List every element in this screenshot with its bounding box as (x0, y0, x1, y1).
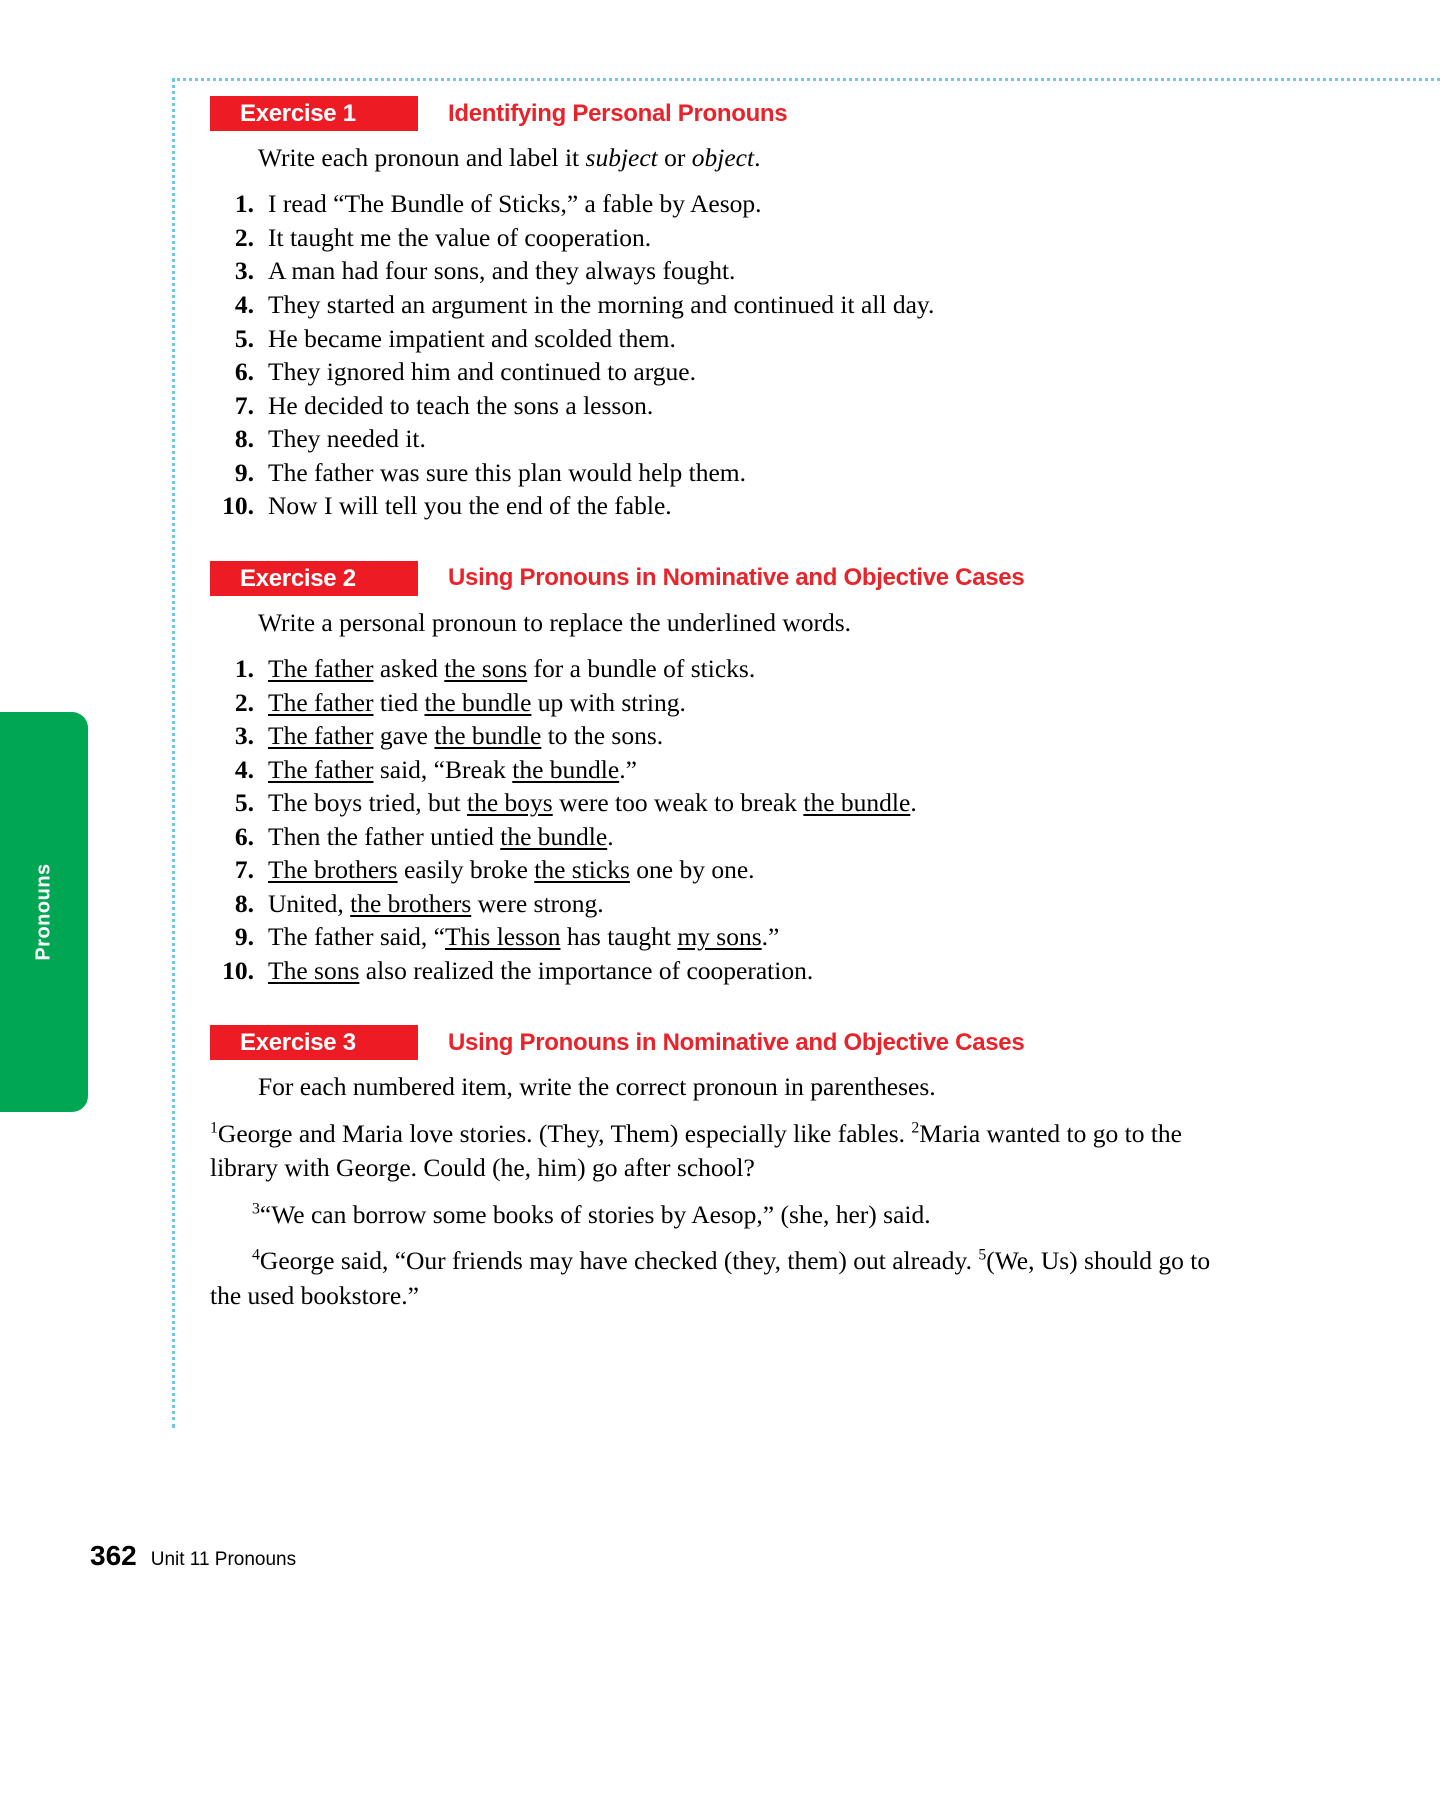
plain-phrase: to the sons. (541, 721, 664, 751)
plain-phrase: gave (373, 721, 435, 751)
list-item-number: 3. (234, 721, 254, 751)
list-item-number: 6. (234, 357, 254, 387)
plain-phrase: for a bundle of sticks. (527, 654, 756, 684)
exercise-1-list (210, 187, 1220, 522)
sentence-number-superscript: 5 (978, 1246, 987, 1264)
list-item (210, 786, 1220, 820)
passage-paragraph (210, 1198, 1220, 1232)
plain-phrase: also realized the importance of cooperation. (359, 955, 814, 985)
list-item-number: 10. (222, 955, 254, 985)
list-item-text (268, 889, 604, 918)
directions-text-1: Write each pronoun and label it (258, 143, 586, 172)
sentence-number-superscript: 4 (252, 1246, 260, 1264)
list-item (210, 489, 1220, 523)
list-item (210, 456, 1220, 490)
underlined-phrase: The father (268, 654, 374, 684)
list-item-text: He decided to teach the sons a lesson. (268, 390, 654, 420)
underlined-phrase: the sticks (534, 855, 630, 885)
list-item-text (268, 956, 813, 985)
list-item-number: 3. (234, 256, 254, 286)
sentence-number-superscript: 1 (210, 1119, 218, 1137)
top-dotted-rule (172, 78, 1440, 81)
content-column (210, 96, 1220, 1313)
directions-emphasis-object: object (691, 143, 755, 172)
list-item-number: 5. (234, 323, 254, 353)
list-item-number: 7. (234, 390, 254, 420)
plain-phrase: up with string. (531, 687, 686, 717)
list-item-number: 2. (234, 687, 254, 717)
exercise-2-header (210, 561, 1220, 596)
exercise-3-chip: Exercise 3 (210, 1025, 418, 1060)
list-item-number: 4. (234, 290, 254, 320)
list-item-number: 4. (234, 754, 254, 784)
side-tab-pronouns (0, 712, 88, 1112)
list-item (210, 355, 1220, 389)
exercise-2-chip: Exercise 2 (210, 561, 418, 596)
list-item-text (268, 788, 917, 817)
underlined-phrase: the brothers (350, 888, 472, 918)
unit-label: Unit 11 Pronouns (150, 1549, 297, 1570)
plain-phrase: has taught (560, 922, 678, 952)
exercise-3-passage (210, 1117, 1220, 1313)
exercise-2-list (210, 652, 1220, 987)
list-item (210, 254, 1220, 288)
list-item-text (268, 922, 779, 951)
list-item-text: The father was sure this plan would help them. (268, 457, 747, 487)
underlined-phrase: The father (268, 687, 374, 717)
list-item-text: Now I will tell you the end of the fable. (268, 491, 672, 521)
directions-text-3: . (754, 143, 761, 172)
underlined-phrase: the sons (444, 654, 528, 684)
passage-paragraph (210, 1117, 1220, 1186)
sentence-text: George said, “Our friends may have checked (they, them) out already. (259, 1246, 979, 1276)
plain-phrase: . (910, 788, 917, 818)
underlined-phrase: the bundle (803, 788, 911, 818)
list-item-text (268, 721, 663, 750)
sentence-text: Maria wanted to go to the library with George. Could (he, him) go after school? (210, 1118, 1183, 1183)
list-item-number: 9. (234, 457, 254, 487)
list-item (210, 288, 1220, 322)
list-item-text: It taught me the value of cooperation. (268, 222, 652, 252)
exercise-1-directions (258, 141, 1220, 175)
list-item (210, 686, 1220, 720)
list-item-text (268, 654, 755, 683)
list-item-number: 6. (234, 821, 254, 851)
list-item-number: 8. (234, 424, 254, 454)
plain-phrase: . (607, 821, 614, 851)
underlined-phrase: The sons (268, 955, 360, 985)
list-item-text (268, 755, 637, 784)
underlined-phrase: The brothers (268, 855, 398, 885)
underlined-phrase: the boys (467, 788, 553, 818)
page-number: 362 (90, 1540, 137, 1571)
plain-phrase: .” (761, 922, 780, 952)
underlined-phrase: the bundle (512, 754, 620, 784)
plain-phrase: The father said, “ (268, 922, 445, 952)
plain-phrase: tied (373, 687, 425, 717)
sentence-text: (We, Us) should go to the used bookstore.” (210, 1246, 1211, 1310)
underlined-phrase: the bundle (500, 821, 608, 851)
exercise-3-header (210, 1025, 1220, 1060)
list-item (210, 652, 1220, 686)
list-item-number: 2. (234, 222, 254, 252)
underlined-phrase: The father (268, 754, 374, 784)
list-item-number: 8. (234, 888, 254, 918)
list-item-text: I read “The Bundle of Sticks,” a fable by Aesop. (268, 189, 762, 219)
list-item-number: 7. (234, 855, 254, 885)
list-item (210, 389, 1220, 423)
list-item (210, 322, 1220, 356)
underlined-phrase: the bundle (434, 721, 542, 751)
exercise-2-directions: Write a personal pronoun to replace the underlined words. (258, 607, 852, 637)
plain-phrase: said, “Break (373, 754, 513, 784)
list-item (210, 753, 1220, 787)
plain-phrase: The boys tried, but (268, 788, 468, 818)
sentence-number-superscript: 3 (252, 1200, 260, 1218)
left-dotted-rule (172, 78, 175, 1428)
list-item-text: They needed it. (268, 424, 426, 454)
plain-phrase: one by one. (629, 855, 755, 885)
plain-phrase: United, (268, 888, 351, 918)
exercise-1-header (210, 96, 1220, 131)
list-item-text: They ignored him and continued to argue. (268, 357, 696, 387)
exercise-3-title: Using Pronouns in Nominative and Objective Cases (448, 1028, 1025, 1056)
exercise-2-title: Using Pronouns in Nominative and Objective Cases (448, 564, 1025, 592)
list-item (210, 920, 1220, 954)
side-tab-label: Pronouns (32, 863, 55, 961)
list-item (210, 954, 1220, 988)
underlined-phrase: my sons (677, 922, 762, 952)
list-item-text: A man had four sons, and they always fought. (268, 256, 736, 286)
passage-paragraph (210, 1244, 1220, 1313)
list-item (210, 887, 1220, 921)
list-item-number: 5. (234, 788, 254, 818)
list-item (210, 187, 1220, 221)
list-item-number: 1. (234, 654, 254, 684)
exercise-3-directions: For each numbered item, write the correct pronoun in parentheses. (258, 1072, 936, 1102)
list-item-text (268, 855, 755, 884)
list-item (210, 221, 1220, 255)
sentence-number-superscript: 2 (911, 1119, 920, 1137)
list-item (210, 820, 1220, 854)
sentence-text: George and Maria love stories. (They, Them) especially like fables. (217, 1118, 912, 1148)
plain-phrase: were too weak to break (552, 788, 804, 818)
underlined-phrase: The father (268, 721, 374, 751)
plain-phrase: easily broke (397, 855, 535, 885)
sentence-text: “We can borrow some books of stories by Aesop,” (she, her) said. (259, 1199, 931, 1229)
list-item (210, 853, 1220, 887)
list-item (210, 422, 1220, 456)
underlined-phrase: This lesson (445, 922, 561, 952)
list-item-text (268, 822, 614, 851)
plain-phrase: were strong. (471, 888, 604, 918)
list-item-text: He became impatient and scolded them. (268, 323, 676, 353)
exercise-1-chip: Exercise 1 (210, 96, 418, 131)
plain-phrase: .” (619, 754, 637, 784)
directions-emphasis-subject: subject (585, 143, 658, 172)
list-item-text (268, 688, 686, 717)
list-item-number: 1. (234, 189, 254, 219)
exercise-1-title: Identifying Personal Pronouns (448, 99, 788, 127)
plain-phrase: Then the father untied (268, 821, 501, 851)
plain-phrase: asked (373, 654, 445, 684)
directions-text-2: or (657, 143, 692, 172)
list-item (210, 719, 1220, 753)
page-footer (90, 1540, 296, 1572)
underlined-phrase: the bundle (424, 687, 532, 717)
list-item-number: 9. (234, 922, 254, 952)
list-item-number: 10. (222, 491, 254, 521)
list-item-text: They started an argument in the morning and continued it all day. (268, 290, 935, 320)
